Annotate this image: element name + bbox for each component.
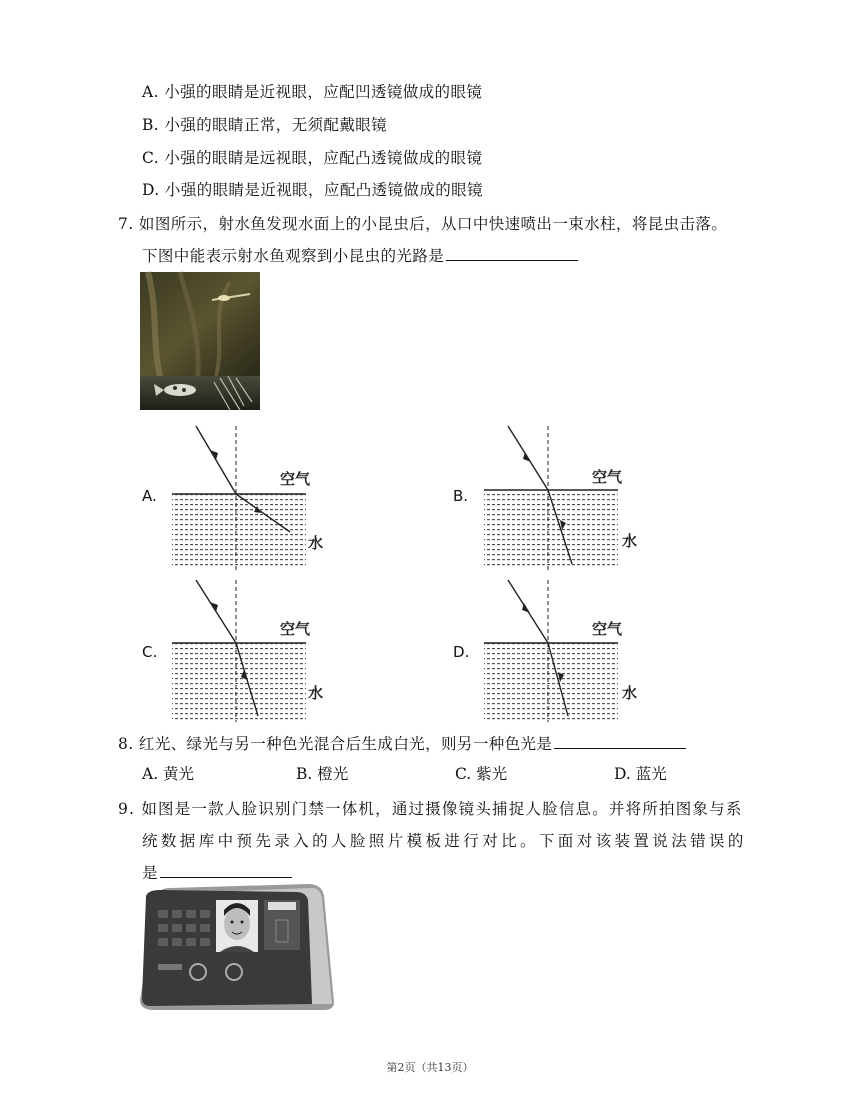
q8-choice-c: C. 紫光	[455, 765, 508, 783]
air-label: 空气	[280, 620, 311, 638]
page-footer: 第2页（共13页）	[386, 1061, 474, 1074]
diagram-c	[160, 576, 324, 724]
diagram-a-letter: A.	[142, 487, 157, 505]
q7-stem-line2: 下图中能表示射水鱼观察到小昆虫的光路是	[142, 244, 578, 266]
answer-blank	[446, 246, 578, 261]
q6-option-d: D. 小强的眼睛是近视眼，应配凸透镜做成的眼镜	[142, 181, 483, 199]
q8-choice-b: B. 橙光	[296, 765, 349, 783]
diagram-c-letter: C.	[142, 643, 158, 661]
arrow-icon	[210, 602, 218, 612]
q6-option-c: C. 小强的眼睛是远视眼，应配凸透镜做成的眼镜	[142, 149, 483, 167]
face-recognition-device-photo	[136, 880, 336, 1014]
q8-stem: 8. 红光、绿光与另一种色光混合后生成白光，则另一种色光是	[118, 732, 686, 754]
water-label: 水	[622, 532, 638, 550]
water-label: 水	[622, 684, 638, 702]
arrow-icon	[523, 452, 531, 462]
water-label: 水	[308, 534, 324, 552]
water-region	[484, 490, 618, 568]
archer-fish-photo	[140, 272, 260, 410]
diagram-b	[472, 422, 647, 572]
q9-stem-line3: 是	[142, 861, 292, 883]
diagram-d-letter: D.	[453, 643, 470, 661]
q7-stem-line1: 7. 如图所示，射水鱼发现水面上的小昆虫后，从口中快速喷出一束水柱，将昆虫击落。	[118, 215, 728, 233]
q6-option-a: A. 小强的眼睛是近视眼，应配凹透镜做成的眼镜	[142, 83, 483, 101]
arrow-icon	[210, 450, 218, 460]
diagram-a	[160, 422, 324, 572]
q9-stem-line2: 统数据库中预先录入的人脸照片模板进行对比。下面对该装置说法错误的	[142, 832, 747, 850]
air-label: 空气	[592, 620, 623, 638]
q8-choice-a: A. 黄光	[142, 765, 195, 783]
water-label: 水	[308, 684, 324, 702]
air-label: 空气	[280, 470, 311, 488]
q6-option-b: B. 小强的眼睛正常，无须配戴眼镜	[142, 116, 388, 134]
q8-choice-d: D. 蓝光	[614, 765, 667, 783]
air-label: 空气	[592, 468, 623, 486]
diagram-d	[472, 576, 647, 724]
answer-blank	[554, 734, 686, 749]
diagram-b-letter: B.	[453, 487, 469, 505]
answer-blank	[160, 863, 292, 878]
water-region	[172, 494, 306, 568]
q9-stem-line1: 9. 如图是一款人脸识别门禁一体机，通过摄像镜头捕捉人脸信息。并将所拍图象与系	[118, 800, 743, 818]
